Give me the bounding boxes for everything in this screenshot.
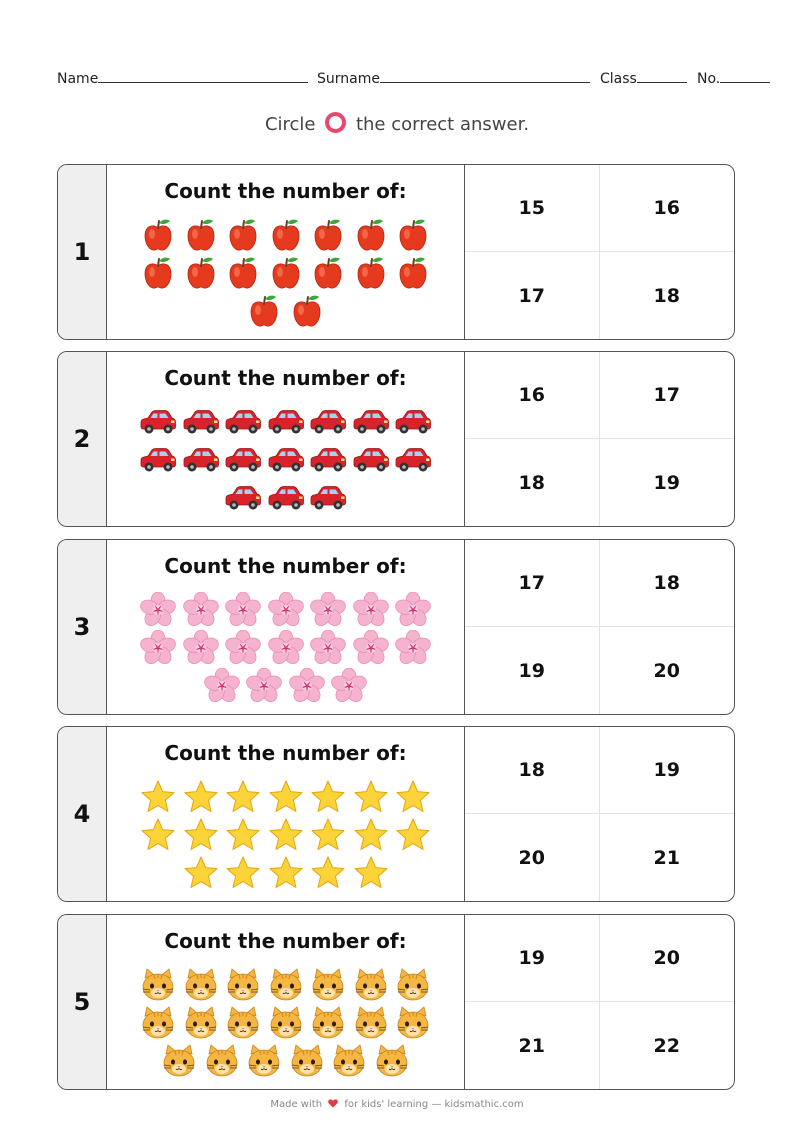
- question-prompt: Count the number of:: [164, 179, 407, 203]
- star-icon: [264, 855, 307, 891]
- flower-icon: [243, 668, 286, 704]
- answer-option[interactable]: 21: [653, 846, 680, 869]
- question-card: [57, 351, 735, 527]
- cat-icon: [243, 1043, 286, 1079]
- number-blank-line[interactable]: [720, 68, 770, 83]
- class-label: Class: [600, 71, 637, 87]
- answer-option[interactable]: 16: [600, 165, 735, 252]
- footer-before: Made with: [270, 1099, 323, 1110]
- student-info-header: [57, 68, 773, 88]
- car-icon: [179, 404, 222, 440]
- star-icon: [307, 817, 350, 853]
- apple-icon: [179, 217, 222, 253]
- car-icon: [349, 404, 392, 440]
- item-row: [107, 779, 464, 815]
- item-row: [107, 255, 464, 291]
- star-icon: [179, 855, 222, 891]
- question-card: [57, 726, 735, 902]
- question-number: 1: [58, 165, 107, 339]
- name-blank-line[interactable]: [98, 68, 308, 83]
- item-row: [107, 855, 464, 891]
- apple-icon: [264, 217, 307, 253]
- item-row: [107, 967, 464, 1003]
- answer-option[interactable]: 21: [465, 1002, 600, 1089]
- flower-icon: [286, 668, 329, 704]
- flower-icon: [222, 630, 265, 666]
- car-icon: [264, 442, 307, 478]
- answer-option[interactable]: 16: [465, 352, 600, 439]
- cat-icon: [264, 967, 307, 1003]
- apple-icon: [222, 255, 265, 291]
- instruction-after: the correct answer.: [355, 114, 530, 135]
- item-row: [107, 630, 464, 666]
- apple-icon: [307, 255, 350, 291]
- cat-icon: [392, 967, 435, 1003]
- answer-option[interactable]: 20: [653, 659, 680, 682]
- flower-icon: [179, 630, 222, 666]
- star-icon: [179, 779, 222, 815]
- car-icon: [222, 480, 265, 516]
- instruction: [0, 112, 794, 135]
- question-card: [57, 164, 735, 340]
- class-field[interactable]: [600, 68, 687, 87]
- item-row: [107, 1043, 464, 1079]
- star-icon: [264, 817, 307, 853]
- item-row: [107, 817, 464, 853]
- flower-icon: [392, 630, 435, 666]
- star-icon: [264, 779, 307, 815]
- number-field[interactable]: [697, 68, 770, 87]
- cat-icon: [349, 967, 392, 1003]
- answer-option[interactable]: 22: [653, 1034, 680, 1057]
- answer-options: [465, 540, 734, 714]
- star-icon: [349, 779, 392, 815]
- car-icon: [222, 404, 265, 440]
- question-prompt: Count the number of:: [164, 554, 407, 578]
- footer-after: for kids' learning — kidsmathic.com: [344, 1099, 524, 1110]
- flower-icon: [179, 592, 222, 628]
- cat-icon: [179, 967, 222, 1003]
- flower-icon: [201, 668, 244, 704]
- flower-icon: [137, 630, 180, 666]
- cat-icon: [328, 1043, 371, 1079]
- flower-icon: [264, 630, 307, 666]
- question-card: [57, 539, 735, 715]
- cat-icon: [349, 1005, 392, 1041]
- item-row: [107, 217, 464, 253]
- question-area: [107, 540, 465, 714]
- apple-icon: [392, 255, 435, 291]
- answer-option[interactable]: 18: [600, 540, 735, 627]
- cat-icon: [286, 1043, 329, 1079]
- car-icon: [307, 480, 350, 516]
- answer-option[interactable]: 20: [465, 814, 600, 901]
- item-row: [107, 442, 464, 478]
- surname-blank-line[interactable]: [380, 68, 590, 83]
- flower-icon: [307, 592, 350, 628]
- flower-icon: [349, 592, 392, 628]
- star-icon: [349, 817, 392, 853]
- star-icon: [137, 817, 180, 853]
- item-row: [107, 293, 464, 329]
- apple-icon: [137, 217, 180, 253]
- item-row: [107, 480, 464, 516]
- item-row: [107, 404, 464, 440]
- item-row: [107, 1005, 464, 1041]
- question-card: [57, 914, 735, 1090]
- car-icon: [307, 442, 350, 478]
- answer-option[interactable]: 20: [600, 915, 735, 1002]
- cat-icon: [264, 1005, 307, 1041]
- answer-option[interactable]: 17: [600, 352, 735, 439]
- answer-option[interactable]: 19: [465, 627, 600, 714]
- answer-option[interactable]: 19: [465, 915, 600, 1002]
- apple-icon: [392, 217, 435, 253]
- answer-option[interactable]: 17: [465, 540, 600, 627]
- surname-field[interactable]: [317, 68, 590, 87]
- flower-icon: [328, 668, 371, 704]
- answer-option[interactable]: 18: [465, 727, 600, 814]
- heart-icon: [328, 1099, 338, 1111]
- car-icon: [392, 442, 435, 478]
- apple-icon: [264, 255, 307, 291]
- cat-icon: [201, 1043, 244, 1079]
- footer: [0, 1099, 794, 1111]
- star-icon: [307, 779, 350, 815]
- answer-options: [465, 165, 734, 339]
- star-icon: [179, 817, 222, 853]
- answer-option[interactable]: 17: [465, 252, 600, 339]
- question-area: [107, 727, 465, 901]
- apple-icon: [307, 217, 350, 253]
- apple-icon: [349, 217, 392, 253]
- question-area: [107, 165, 465, 339]
- answer-option[interactable]: 19: [600, 727, 735, 814]
- cat-icon: [158, 1043, 201, 1079]
- answer-options: [465, 915, 734, 1089]
- number-label: No.: [697, 71, 721, 87]
- star-icon: [349, 855, 392, 891]
- apple-icon: [243, 293, 286, 329]
- question-number: 4: [58, 727, 107, 901]
- question-number: 5: [58, 915, 107, 1089]
- cat-icon: [307, 1005, 350, 1041]
- name-field[interactable]: [57, 68, 308, 87]
- car-icon: [349, 442, 392, 478]
- answer-option[interactable]: 18: [653, 284, 680, 307]
- answer-option[interactable]: 18: [465, 439, 600, 526]
- car-icon: [137, 442, 180, 478]
- car-icon: [264, 480, 307, 516]
- question-prompt: Count the number of:: [164, 929, 407, 953]
- answer-options: [465, 352, 734, 526]
- star-icon: [392, 817, 435, 853]
- answer-options: [465, 727, 734, 901]
- question-number: 2: [58, 352, 107, 526]
- cat-icon: [179, 1005, 222, 1041]
- name-label: Name: [57, 71, 99, 87]
- flower-icon: [392, 592, 435, 628]
- flower-icon: [307, 630, 350, 666]
- cat-icon: [392, 1005, 435, 1041]
- apple-icon: [222, 217, 265, 253]
- cat-icon: [222, 1005, 265, 1041]
- star-icon: [222, 855, 265, 891]
- apple-icon: [349, 255, 392, 291]
- cat-icon: [371, 1043, 414, 1079]
- apple-icon: [286, 293, 329, 329]
- flower-icon: [264, 592, 307, 628]
- flower-icon: [137, 592, 180, 628]
- car-icon: [137, 404, 180, 440]
- answer-option[interactable]: 19: [653, 471, 680, 494]
- question-area: [107, 915, 465, 1089]
- cat-icon: [307, 967, 350, 1003]
- car-icon: [179, 442, 222, 478]
- item-row: [107, 668, 464, 704]
- star-icon: [307, 855, 350, 891]
- cat-icon: [137, 967, 180, 1003]
- question-prompt: Count the number of:: [164, 741, 407, 765]
- star-icon: [222, 817, 265, 853]
- question-prompt: Count the number of:: [164, 366, 407, 390]
- cat-icon: [137, 1005, 180, 1041]
- car-icon: [307, 404, 350, 440]
- cat-icon: [222, 967, 265, 1003]
- car-icon: [222, 442, 265, 478]
- answer-option[interactable]: 15: [465, 165, 600, 252]
- flower-icon: [349, 630, 392, 666]
- question-number: 3: [58, 540, 107, 714]
- question-area: [107, 352, 465, 526]
- instruction-before: Circle: [264, 114, 316, 135]
- star-icon: [222, 779, 265, 815]
- item-row: [107, 592, 464, 628]
- surname-label: Surname: [317, 71, 380, 87]
- apple-icon: [137, 255, 180, 291]
- flower-icon: [222, 592, 265, 628]
- star-icon: [137, 779, 180, 815]
- car-icon: [392, 404, 435, 440]
- car-icon: [264, 404, 307, 440]
- class-blank-line[interactable]: [637, 68, 687, 83]
- apple-icon: [179, 255, 222, 291]
- ring-icon: [325, 112, 346, 133]
- star-icon: [392, 779, 435, 815]
